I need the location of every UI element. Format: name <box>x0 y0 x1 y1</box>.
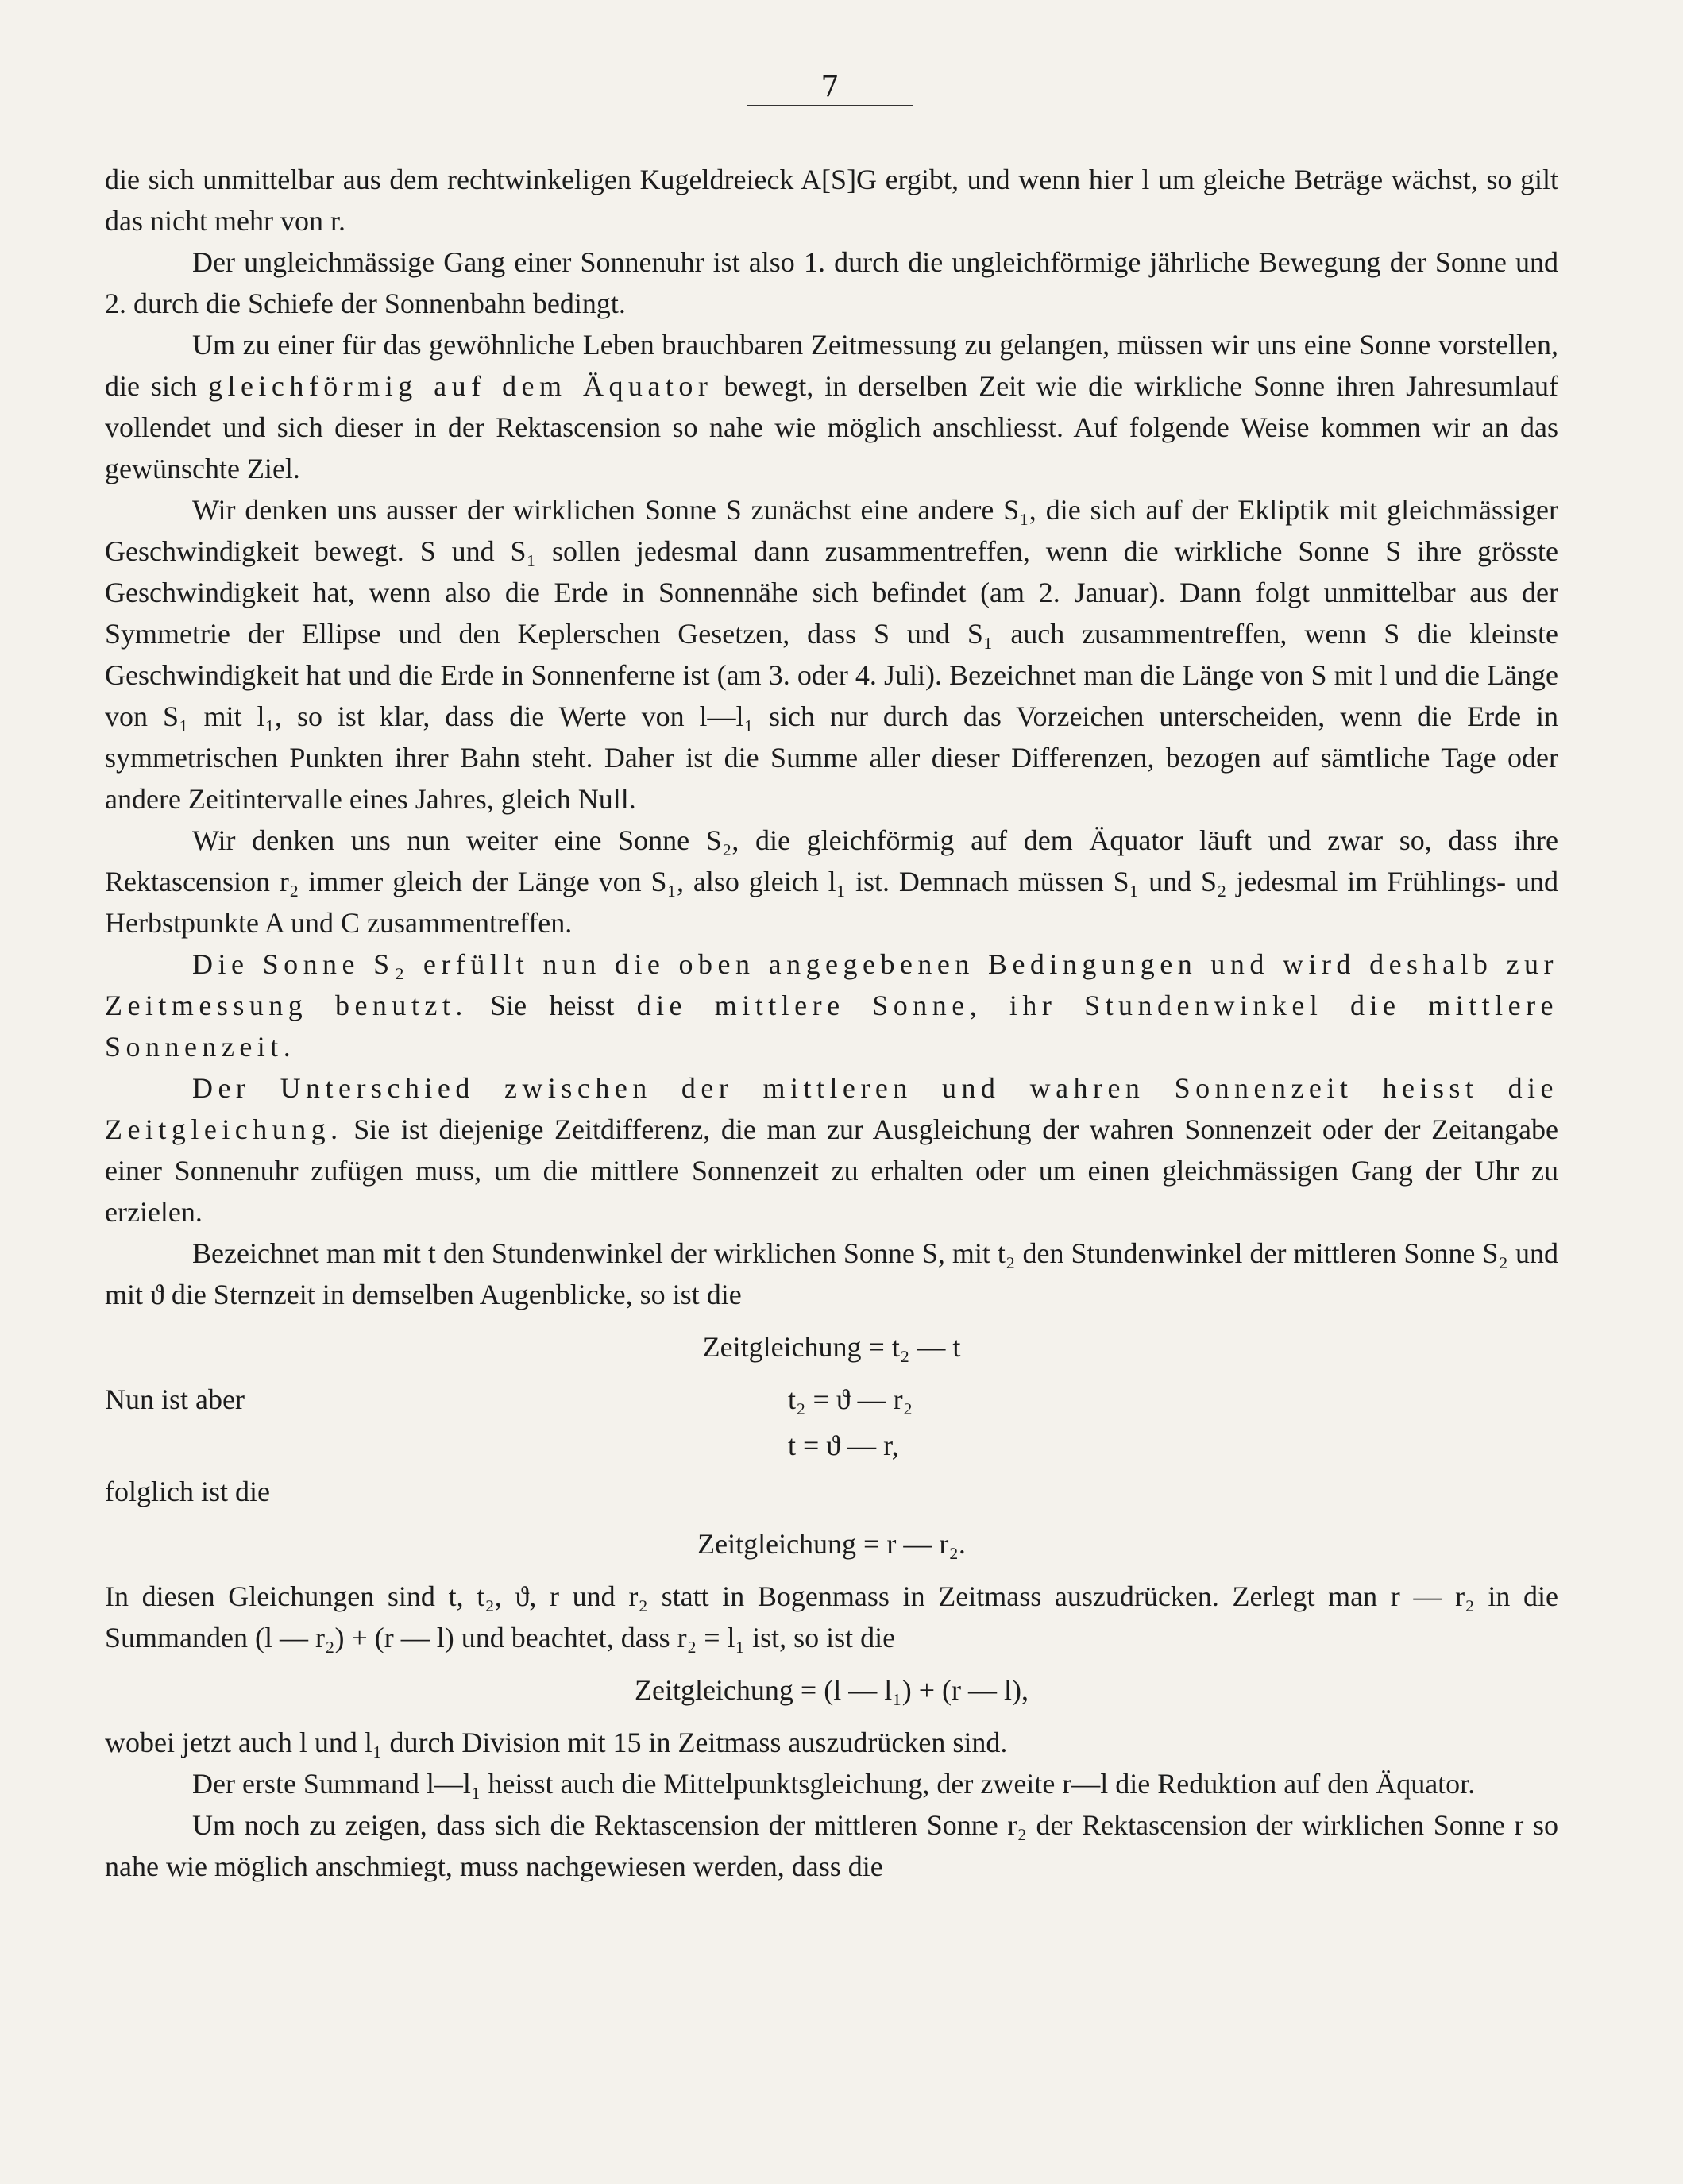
equation-row <box>105 1379 1558 1420</box>
equation-lead: folglich ist die <box>105 1476 270 1507</box>
paragraph: die sich unmittelbar aus dem rechtwinkeligen Kugeldreieck A[S]G ergibt, und wenn hier l um gleiche Beträge wächst, so gilt das nicht mehr von r. <box>105 164 1558 237</box>
equation: t₂ = ϑ — r₂ <box>788 1383 913 1415</box>
emphasis-span: die mittlere Sonne, ihr Stundenwinkel die mittlere Sonnenzeit. <box>105 990 1558 1063</box>
text-span: bewegt, in derselben Zeit wie die wirkliche Sonne ihren Jahresumlauf vollendet und sich dieser in der Rektascension so nahe wie möglich anschliesst. Auf folgende Weise kommen wir an das gewünschte Ziel. <box>105 370 1559 484</box>
paragraph: Der erste Summand l—l₁ heisst auch die Mittelpunktsgleichung, der zweite r—l die Reduktion auf den Äquator. <box>192 1768 1476 1800</box>
emphasis-span: Die Sonne S₂ erfüllt nun die oben angegebenen Bedingungen und wird deshalb zur Zeitmessung benutzt. <box>105 948 1558 1021</box>
text-span: Um zu einer für das gewöhnliche Leben brauchbaren Zeitmessung zu gelangen, müssen wir uns eine Sonne vorstellen, die sich <box>105 329 1558 402</box>
equation-row <box>105 1425 1558 1466</box>
paragraph: wobei jetzt auch l und l₁ durch Division mit 15 in Zeitmass auszudrücken sind. <box>105 1727 1008 1758</box>
equation-lead: Nun ist aber <box>105 1383 245 1415</box>
text-span: Sie heisst <box>490 990 615 1021</box>
text-span: Sie ist diejenige Zeitdifferenz, die man zur Ausgleichung der wahren Sonnenzeit oder der Zeitangabe einer Sonnenuhr zufügen muss, um die mittlere Sonnenzeit zu erhalten oder um einen gleichmässigen Gang der Uhr zu erzielen. <box>105 1113 1558 1228</box>
paragraph: Wir denken uns nun weiter eine Sonne S₂, die gleichförmig auf dem Äquator läuft und zwar so, dass ihre Rektascension r₂ immer gleich der Länge von S₁, also gleich l₁ ist. Demnach müssen S₁ und S₂ jedesmal im Frühlings- und Herbstpunkte A und C zusammentreffen. <box>105 824 1558 939</box>
paragraph: Um noch zu zeigen, dass sich die Rektascension der mittleren Sonne r₂ der Rektascension der wirklichen Sonne r so nahe wie möglich anschmiegt, muss nachgewiesen werden, dass die <box>105 1809 1558 1882</box>
equation: t = ϑ — r, <box>788 1430 899 1461</box>
paragraph: Wir denken uns ausser der wirklichen Sonne S zunächst eine andere S₁, die sich auf der Ekliptik mit gleichmässiger Geschwindigkeit bewegt. S und S₁ sollen jedesmal dann zusammentreffen, wenn die wirkliche Sonne S ihre grösste Geschwindigkeit hat, wenn also die Erde in Sonnennähe sich befindet (am 2. Januar). Dann folgt unmittelbar aus der Symmetrie der Ellipse und den Keplerschen Gesetzen, dass S und S₁ auch zusammentreffen, wenn S die kleinste Geschwindigkeit hat und die Erde in Sonnenferne ist (am 3. oder 4. Juli). Bezeichnet man die Länge von S mit l und die Länge von S₁ mit l₁, so ist klar, dass die Werte von l—l₁ sich nur durch das Vorzeichen unterscheiden, wenn die Erde in symmetrischen Punkten ihrer Bahn steht. Daher ist die Summe aller dieser Differenzen, bezogen auf sämtliche Tage oder andere Zeitintervalle eines Jahres, gleich Null. <box>105 494 1558 815</box>
equation-row <box>105 1471 1558 1512</box>
emphasis-span: gleichförmig auf dem Äquator <box>208 370 713 402</box>
paragraph: Bezeichnet man mit t den Stundenwinkel der wirklichen Sonne S, mit t₂ den Stundenwinkel der mittleren Sonne S₂ und mit ϑ die Sternzeit in demselben Augenblicke, so ist die <box>105 1237 1558 1310</box>
paragraph <box>105 943 1558 1067</box>
emphasis-span: Der Unterschied zwischen der mittleren und wahren Sonnenzeit heisst die Zeitgleichung. <box>105 1072 1558 1145</box>
paragraph: Der ungleichmässige Gang einer Sonnenuhr ist also 1. durch die ungleichförmige jährliche Bewegung der Sonne und 2. durch die Schiefe der Sonnenbahn bedingt. <box>105 246 1558 319</box>
equation: Zeitgleichung = r — r₂. <box>697 1528 966 1560</box>
body-text <box>105 159 1558 1887</box>
paragraph <box>105 324 1558 489</box>
equation: Zeitgleichung = (l — l₁) + (r — l), <box>634 1674 1029 1706</box>
paragraph <box>105 1067 1558 1233</box>
paragraph: In diesen Gleichungen sind t, t₂, ϑ, r und r₂ statt in Bogenmass in Zeitmass auszudrücken. Zerlegt man r — r₂ in die Summanden (l — r₂) + (r — l) und beachtet, dass r₂ = l₁ ist, so ist die <box>105 1580 1558 1653</box>
page-number: 7 <box>747 70 913 106</box>
equation: Zeitgleichung = t₂ — t <box>702 1331 961 1363</box>
